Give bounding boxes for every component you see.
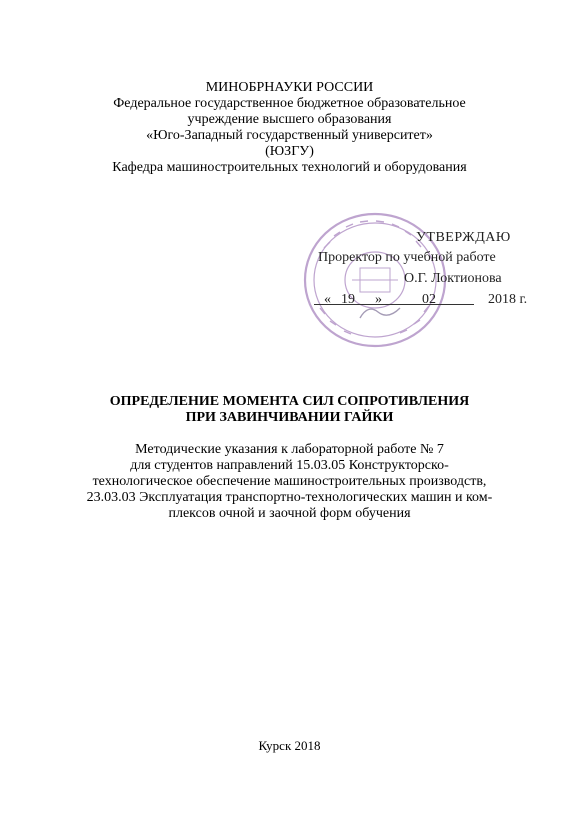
approval-block: [300, 208, 550, 358]
date-day: 19: [341, 292, 355, 307]
title-line-2: ПРИ ЗАВИНЧИВАНИИ ГАЙКИ: [185, 410, 394, 425]
signature-line: [314, 304, 474, 305]
date-close-quote: »: [375, 292, 382, 307]
department-name: Кафедра машиностроительных технологий и оборудования: [112, 160, 467, 175]
date-year: 2018 г.: [488, 292, 528, 307]
date-open-quote: «: [324, 292, 331, 307]
date-month: 02: [422, 292, 436, 307]
university-abbreviation: (ЮЗГУ): [265, 144, 314, 159]
title-page-header: [0, 80, 579, 176]
document-subtitle: [0, 442, 579, 522]
institution-line-1: Федеральное государственное бюджетное образовательное: [113, 96, 466, 111]
approval-title: УТВЕРЖДАЮ: [416, 230, 511, 245]
approver-role: Проректор по учебной работе: [318, 250, 496, 265]
subtitle-line-2: для студентов направлений 15.03.05 Конструкторско-: [130, 458, 449, 473]
subtitle-line-1: Методические указания к лабораторной работе № 7: [135, 442, 444, 457]
city-year: Курск 2018: [258, 738, 321, 753]
institution-line-2: учреждение высшего образования: [187, 112, 392, 127]
document-title: [0, 394, 579, 426]
subtitle-line-5: плексов очной и заочной форм обучения: [168, 506, 411, 521]
approver-name: О.Г. Локтионова: [404, 271, 502, 286]
subtitle-line-4: 23.03.03 Эксплуатация транспортно-технологических машин и ком-: [86, 490, 493, 505]
university-name: «Юго-Западный государственный университет»: [146, 128, 433, 143]
title-line-1: ОПРЕДЕЛЕНИЕ МОМЕНТА СИЛ СОПРОТИВЛЕНИЯ: [109, 394, 470, 409]
subtitle-line-3: технологическое обеспечение машиностроительных производств,: [92, 474, 487, 489]
ministry-name: МИНОБРНАУКИ РОССИИ: [205, 80, 374, 95]
approval-date: [324, 292, 527, 308]
